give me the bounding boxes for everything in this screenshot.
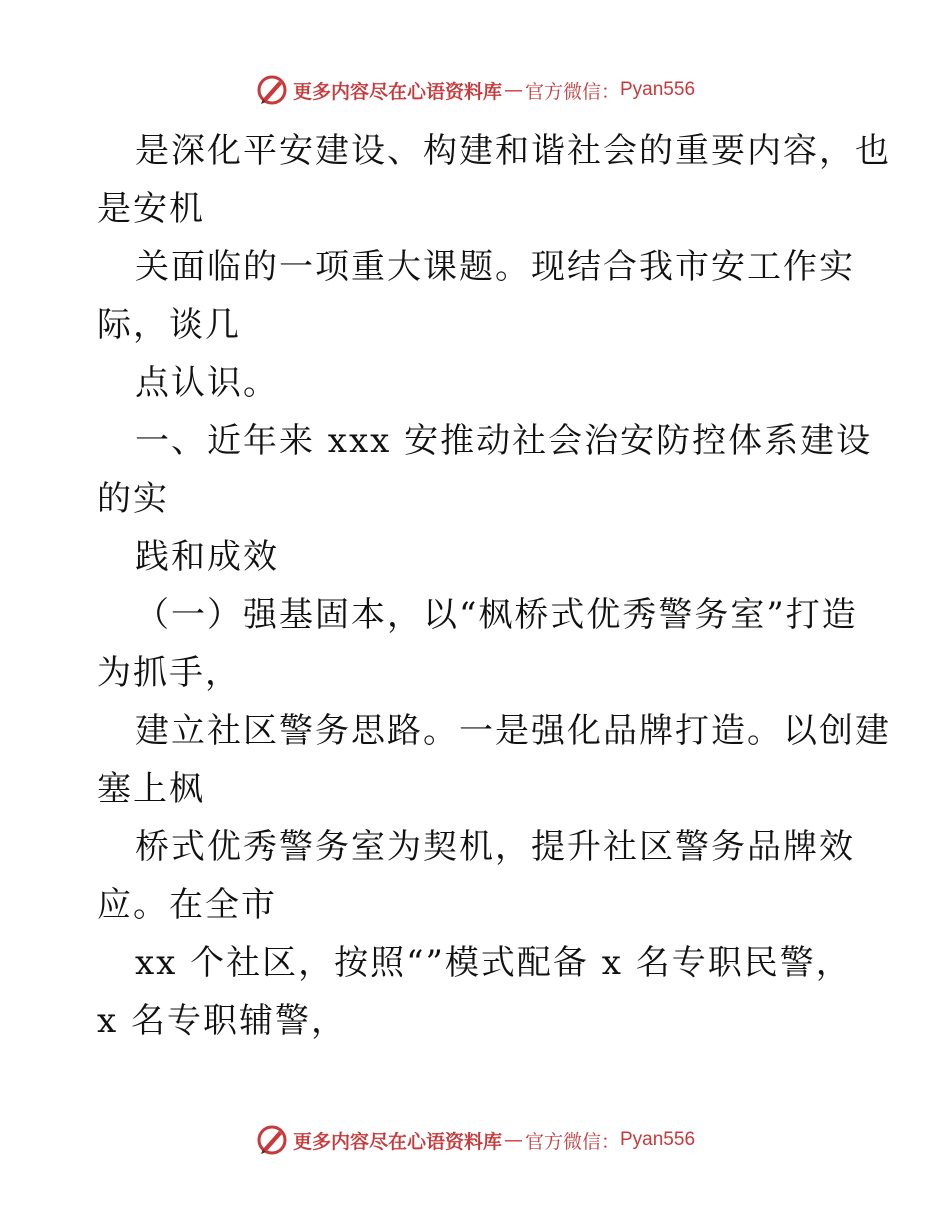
watermark-sub-text: 官方微信：: [524, 1130, 620, 1153]
watermark-dash: —: [503, 1129, 523, 1151]
text-line: 点认识。: [135, 363, 279, 403]
watermark-main-text: 更多内容尽在心语资料库: [292, 80, 502, 103]
text-line: 应。在全市: [97, 885, 277, 925]
text-line: 际，谈几: [97, 305, 241, 345]
text-line: 桥式优秀警务室为契机，提升社区警务品牌效: [135, 827, 855, 867]
text-line: xx 个社区，按照“”模式配备 x 名专职民警，: [135, 943, 852, 983]
watermark-main-text: 更多内容尽在心语资料库: [292, 1130, 502, 1153]
watermark-id-text: Pyan556: [620, 79, 696, 100]
watermark-sub-text: 官方微信：: [524, 80, 620, 103]
document-body: [97, 122, 891, 1050]
subsection-heading-line: （一）强基固本，以“枫桥式优秀警务室”打造: [135, 595, 858, 635]
watermark-id-text: Pyan556: [620, 1129, 696, 1150]
text-line: x 名专职辅警，: [97, 1001, 347, 1041]
section-heading-line: 一、近年来 xxx 安推动社会治安防控体系建设: [135, 421, 873, 461]
text-line: 塞上枫: [97, 769, 205, 809]
pen-logo-icon: [255, 1123, 289, 1157]
watermark-dash: —: [503, 79, 523, 101]
footer-watermark: [0, 1120, 950, 1160]
section-heading-line: 的实: [97, 479, 169, 519]
section-heading-line: 践和成效: [135, 537, 279, 577]
text-line: 建立社区警务思路。一是强化品牌打造。以创建: [135, 711, 891, 751]
header-watermark: [0, 70, 950, 110]
text-line: 是深化平安建设、构建和谐社会的重要内容，也: [135, 131, 891, 171]
subsection-heading-line: 为抓手，: [97, 653, 241, 693]
text-line: 关面临的一项重大课题。现结合我市安工作实: [135, 247, 855, 287]
text-line: 是安机: [97, 189, 205, 229]
pen-logo-icon: [255, 73, 289, 107]
